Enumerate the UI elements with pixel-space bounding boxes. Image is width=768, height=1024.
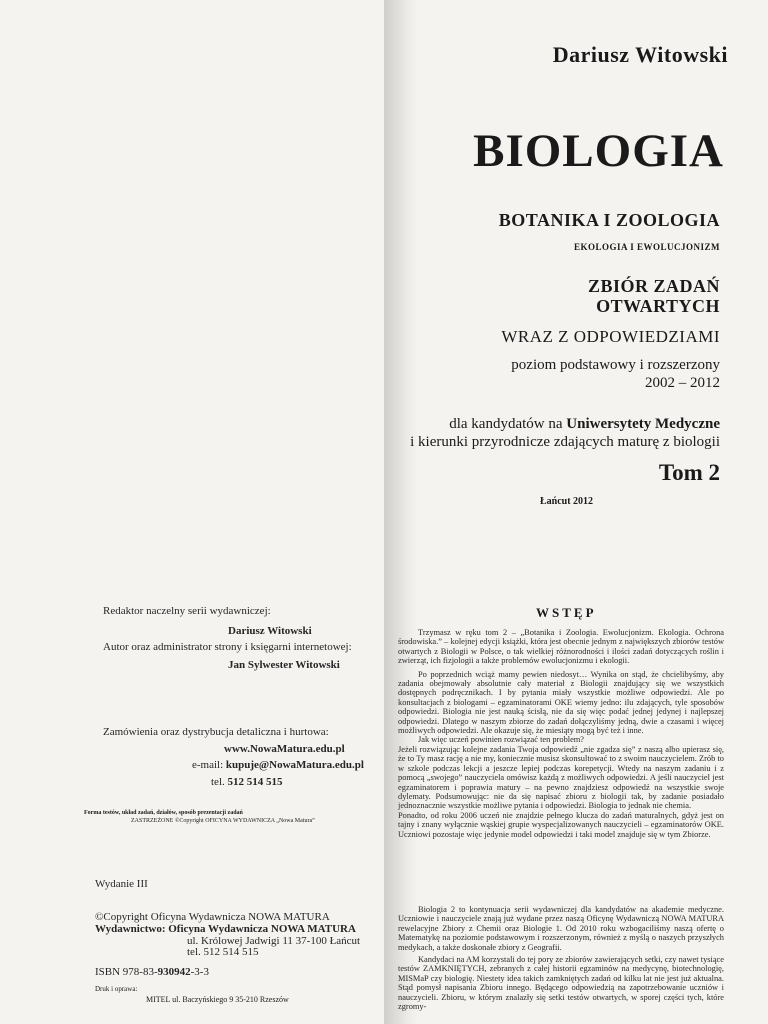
orders-label: Zamówienia oraz dystrybucja detaliczna i hurtowa: [103, 726, 329, 738]
level-text: poziom podstawowy i rozszerzony [511, 357, 720, 373]
phone-line [211, 776, 283, 788]
cover-audience [410, 415, 720, 451]
publisher-label: Wydawnictwo: [95, 923, 169, 935]
intro-paragraph: Biologia 2 to kontynuacja serii wydawniczej dla kandydatów na akademie medyczne. Uczniowie i nauczyciele znają już wydane przez naszą Oficynę Wydawniczą NOWA MATURA rewelacyjne Zbiory z Chemii oraz Biologie 1. Od 2010 roku wzbogaciliśmy naszą ofertę o Matematykę na poziomie podstawowym i rozszerzonym, również z myślą o naszych przyszłych medykach, a także doskonałe zbiory z Geografii. [398, 905, 724, 952]
cover-level [511, 356, 720, 392]
printer-info: MITEL ul. Baczyńskiego 9 35-210 Rzeszów [146, 995, 289, 1004]
editor-name: Dariusz Witowski [228, 625, 312, 637]
cover-with-answers: WRAZ Z ODPOWIEDZIAMI [501, 327, 720, 346]
years-text: 2002 – 2012 [645, 375, 720, 391]
isbn-prefix: ISBN 978-83- [95, 966, 158, 978]
edition: Wydanie III [95, 878, 148, 890]
audience-universities: Uniwersytety Medyczne [566, 416, 720, 432]
intro-paragraph: Trzymasz w ręku tom 2 – „Botanika i Zoologia. Ewolucjonizm. Ekologia. Ochrona środowiska.” – kolejnej edycji książki, która jest obecnie jednym z największych zbiorów testów otwartych z Biologii w Polsce, o tak wielkiej różnorodności i ilości zadań dotyczących roślin i zwierząt, ich fizjologii a także problemów ewolucjonizmu i ekologii. [398, 628, 724, 666]
cover-volume: Tom 2 [658, 460, 720, 485]
cover-author: Dariusz Witowski [552, 42, 728, 67]
audience-prefix: dla kandydatów na [449, 416, 567, 432]
intro-paragraph: Jak więc uczeń powinien rozwiązać ten problem? [418, 735, 585, 745]
admin-name: Jan Sylwester Witowski [228, 659, 340, 671]
email-link[interactable]: kupuje@NowaMatura.edu.pl [225, 759, 364, 771]
email-label: e-mail: [192, 759, 226, 771]
intro-paragraph: Ponadto, od roku 2006 uczeń nie znajdzie pełnego klucza do zadań maturalnych, gdyż jest on tajny i znany wyłącznie wąskiej grupie wyspecjalizowanych nauczycieli – egzaminatorów OKE. Uczniowi pozostaje więc jedynie model odpowiedzi i taki model znajduje się w tym Zbiorze. [398, 810, 724, 839]
cover-collection-title [588, 276, 720, 316]
intro-text-block-1 [398, 628, 724, 839]
isbn-bold: 930942 [157, 966, 191, 978]
page-fold-shadow [384, 0, 418, 1024]
audience-line-1 [410, 415, 720, 433]
isbn-suffix: -3-3 [190, 966, 209, 978]
collection-line-1: ZBIÓR ZADAŃ [587, 276, 720, 296]
print-label: Druk i oprawa: [95, 985, 138, 993]
audience-line-2: i kierunki przyrodnicze zdających maturę z biologii [410, 434, 720, 450]
editor-label: Redaktor naczelny serii wydawniczej: [103, 605, 271, 617]
publisher-address: ul. Królowej Jadwigi 11 37-100 Łańcut [187, 935, 361, 947]
cover-title: BIOLOGIA [473, 125, 724, 177]
intro-paragraph: Po poprzednich wciąż mamy pewien niedosyt… Wynika on stąd, że chcielibyśmy, aby zadania obejmowały absolutnie cały materiał z Biologii znajdujący się we wszystkich dostępnych podręcznikach. I by pytania miały wszystkie możliwe odpowiedzi. Ale po konsultacjach z biologami – egzaminatorami OKE wiemy jedno: ilu zdających, tyle sposobów odpowiedzi. Biologia nie jest nauką ścisłą, nie da się więc podać jednej jedynej i najlepszej odpowiedzi. Dlatego w naszym zbiorze do zadań dołączyliśmy jedną, dwie a czasami i więcej możliwych odpowiedzi. Ale okazuje się, że miesiąty mogą być też i inne. [398, 669, 724, 736]
website-link[interactable]: www.NowaMatura.edu.pl [224, 743, 345, 755]
intro-text-block-2 [398, 905, 724, 1011]
cover-subsubtitle: EKOLOGIA I EWOLUCJONIZM [573, 242, 720, 252]
copyright-note-2: ZASTRZEŻONE ©Copyright OFICYNA WYDAWNICZA „Nowa Matura” [131, 818, 315, 824]
admin-label: Autor oraz administrator strony i księgarni internetowej: [103, 641, 352, 653]
cover-place-year: Łańcut 2012 [540, 496, 594, 507]
email-line [192, 759, 364, 771]
phone-number: 512 514 515 [227, 776, 283, 788]
phone-label: tel. [211, 776, 228, 788]
isbn-line [95, 966, 209, 978]
collection-line-2: OTWARTYCH [596, 296, 720, 316]
publisher-name: Oficyna Wydawnicza NOWA MATURA [168, 923, 356, 935]
cover-subtitle: BOTANIKA I ZOOLOGIA [498, 210, 720, 230]
publisher-line [95, 923, 356, 935]
publisher-phone: tel. 512 514 515 [187, 946, 259, 958]
copyright-note-1: Forma testów, układ zadań, działów, sposób prezentacji zadań [84, 810, 243, 816]
copyright-line: ©Copyright Oficyna Wydawnicza NOWA MATURA [95, 911, 330, 923]
intro-paragraph: Jeżeli rozwiązując kolejne zadania Twoja odpowiedź „nie zgadza się” z naszą albo upierasz się, że to Ty masz rację a nie my, koniecznie musisz skonsultować to z swoim nauczycielem. Zrób to w szkole podczas lekcji a jeszcze lepiej podczas korepetycji. Wtedy na naszym zadaniu i z pomocą „swojego” nauczyciela omówisz każdą z możliwych odpowiedzi. A jeśli nauczyciel jest egzaminatorem i poprawia matury – na pewno znajdziesz odpowiedź na wszystkie swoje dylematy. Podsumowując: nie da się napisać zbioru z biologii tak, by zadanie posiadało jednoznacznie wszystkie możliwe pytania i odpowiedzi. Biologia to jednak nie chemia. [398, 744, 724, 811]
intro-paragraph: Kandydaci na AM korzystali do tej pory ze zbiorów zawierających setki, czy nawet tysiące testów ZAMKNIĘTYCH, zebranych z całej historii egzaminów na medycynę, biotechnologię, MISMaP czy biologię. Niestety idea takich zamkniętych zadań od kilku lat nie jest już aktualna. Stąd pomysł napisania Zbioru innego. Będącego odpowiedzią na zapotrzebowanie uczniów i nauczycieli. Zbioru, w którym znalazły się setki testów otwartych, w sporej części tych, które zgromy- [398, 955, 724, 1012]
intro-heading: WSTĘP [536, 605, 597, 620]
